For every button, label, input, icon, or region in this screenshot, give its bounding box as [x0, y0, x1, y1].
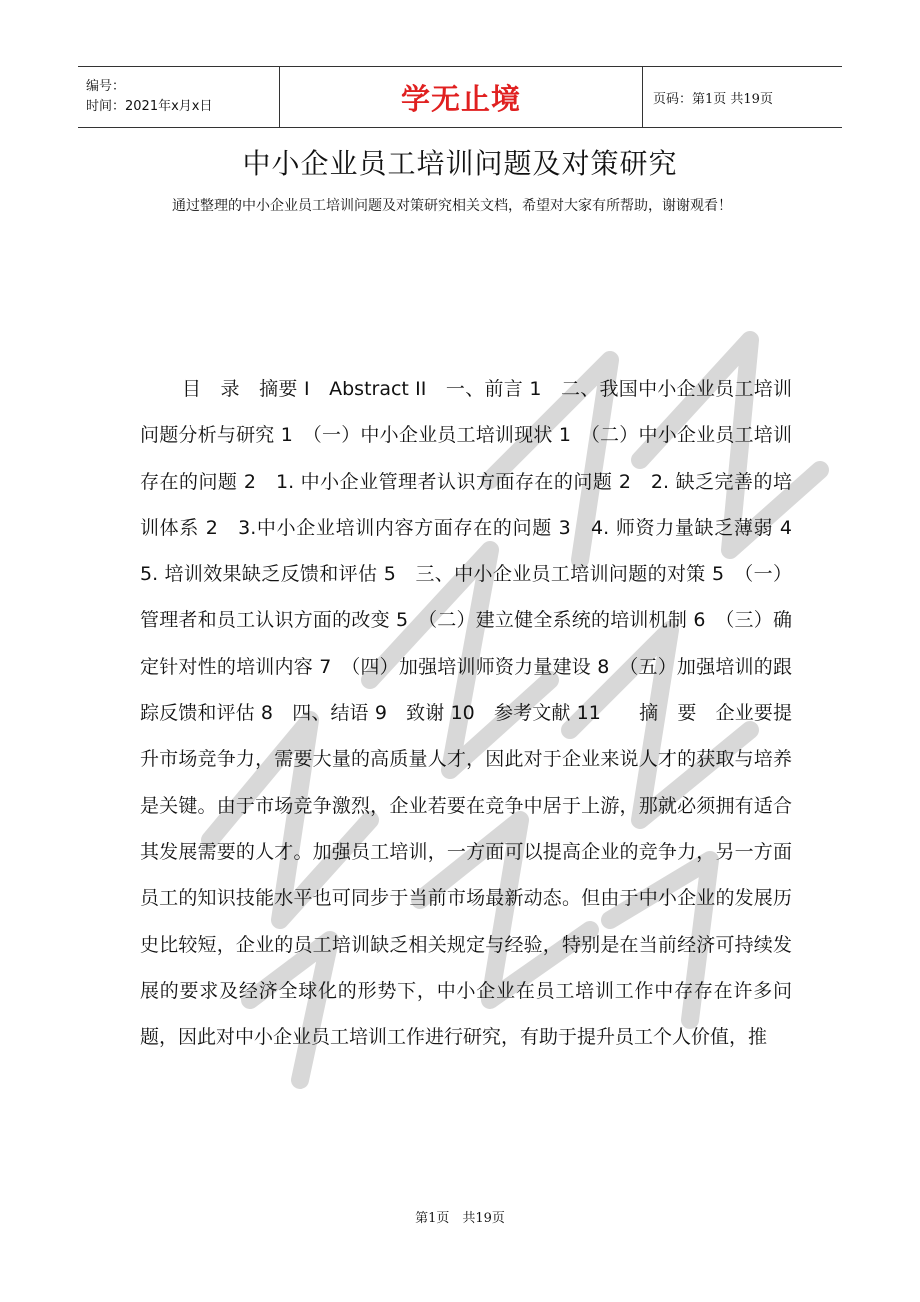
number-label: 编号： [86, 79, 126, 94]
page-info: 页码：第1页 共19页 [653, 91, 773, 107]
document-title: 中小企业员工培训问题及对策研究 [242, 147, 678, 180]
page-footer: 第1页 共19页 [415, 1211, 505, 1226]
intro-paragraph: 通过整理的中小企业员工培训问题及对策研究相关文档，希望对大家有所帮助，谢谢观看！ [172, 198, 732, 214]
header-page-cell [643, 67, 842, 127]
brand-title: 学无止境 [400, 81, 521, 116]
body-text: 目 录 摘要 I Abstract II 一、前言 1 二、我国中小企业员工培训问题分析与研究 1 （一）中小企业员工培训现状 1 （二）中小企业员工培训存在的问题 2 1. 中小企业管理者认识方面存在的问题 2 2. 缺乏完善的培训体系 2 3.中小企业培训内容方面存在的问题 3 4. 师资力量缺乏薄弱 4 5. 培训效果缺乏反馈和评估 5 三、中小企业员工培训问题的对策 5 （一）管理者和员工认识方面的改变 5 （二）建立健全系统的培训机制 6 （三）确定针对性的培训内容 7 （四）加强培训师资力量建设 8 （五）加强培训的跟踪反馈和评估 8 四、结语 9 致谢 10 参考文献 11 摘 要 企业要提升市场竞争力，需要大量的高质量人才，因此对于企业来说人才的获取与培养是关键。由于市场竞争激烈，企业若要在竞争中居于上游，那就必须拥有适合其发展需要的人才。加强员工培训，一方面可以提高企业的竞争力，另一方面员工的知识技能水平也可同步于当前市场最新动态。但由于中小企业的发展历史比较短，企业的员工培训缺乏相关规定与经验，特别是在当前经济可持续发展的要求及经济全球化的形势下，中小企业在员工培训工作中存存在许多问题，因此对中小企业员工培训工作进行研究，有助于提升员工个人价值，推 [140, 378, 812, 1049]
header-left-cell [78, 67, 280, 127]
header-table [78, 66, 842, 128]
header-brand-cell [280, 67, 643, 127]
date-label: 时间：2021年x月x日 [86, 99, 213, 114]
